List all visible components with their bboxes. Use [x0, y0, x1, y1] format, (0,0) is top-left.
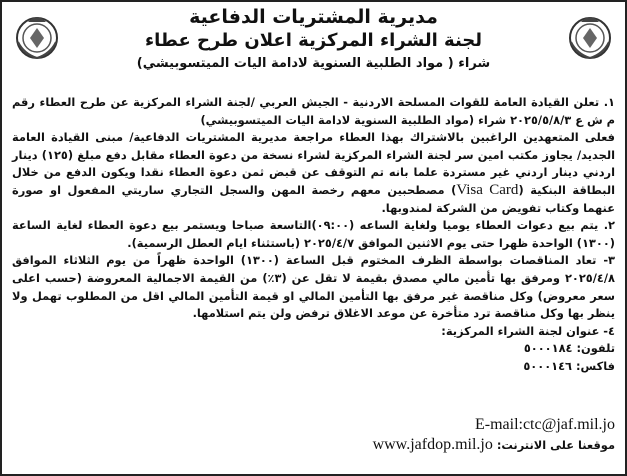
- paragraph-2-text-a: فعلى المتعهدين الراغبين بالاشتراك بهذا العطاء مراجعة مديرية المشتريات الدفاعية/ مبنى القيادة العامة الجديد/ يجاوز مكتب امين سر لجنة الشراء المركزية لشراء نسخة من دعوة العطاء مقابل دفع مبلغ (١٢٥) دينار اردني دينار اردني غير مستردة علما بانه تم التوقف عن قبض ثمن دعوة العطاء نقدا ويكون الدفع من خلال البطاقة البنكية (: [12, 130, 616, 197]
- jaf-emblem-icon: [12, 12, 62, 62]
- email-address[interactable]: E-mail:ctc@jaf.mil.jo: [474, 416, 615, 433]
- paragraph-2-text-b: ) مصطحبين معهم رخصة المهن والسجل التجاري ساريتي المفعول او صورة عنهما وكتاب تفويض من الشركة لمندوبها.: [12, 182, 615, 215]
- website-line: [12, 436, 615, 454]
- phone-number: تلفون: ٥٠٠٠١٨٤: [523, 341, 615, 356]
- directorate-title: مديرية المشتريات الدفاعية: [189, 6, 438, 28]
- website-url[interactable]: www.jafdop.mil.jo: [372, 436, 493, 453]
- committee-title: لجنة الشراء المركزية اعلان طرح عطاء: [144, 30, 483, 51]
- paragraph-3: ٢. يتم بيع دعوات العطاء يوميا ولغاية الساعه (٠٩:٠٠)التاسعة صباحا ويستمر بيع دعوة العطاء لغاية الساعة (١٣٠٠) الواحدة ظهرا حتى يوم الاثنين الموافق ٢٠٢٥/٤/٧ (باستثناء ايام العطل الرسمية).: [12, 218, 615, 250]
- email-line: [12, 416, 615, 434]
- fax-number: فاكس: ٥٠٠٠١٤٦: [523, 358, 615, 373]
- website-label: موقعنا على الانترنت:: [496, 438, 615, 452]
- paragraph-4: ٣- تعاد المناقصات بواسطة الظرف المختوم قبل الساعة (١٣٠٠) الواحدة ظهراً من يوم الثلاثاء الموافق ٢٠٢٥/٤/٨ ومرفق بها تأمين مالي مصدق بقيمة لا تقل عن (٣٪) من القيمة الاجمالية المعروضة (حسب اعلى سعر معروض) وكل مناقصة غير مرفق بها التأمين المالي او قيمة التأمين المالي اقل من المطلوب تهمل ولا ينظر بها وكل مناقصة ترد متأخرة عن موعد الاغلاق ترفض ولن يتم استلامها.: [12, 253, 615, 321]
- paragraph-1: ١. تعلن القيادة العامة للقوات المسلحة الاردنية - الجيش العربي /لجنة الشراء المركزية عن طرح العطاء رقم م ش ع ٢٠٢٥/٥/٨/٣ شراء (مواد الطلبية السنوية لادامة اليات الميتسوبيشي): [12, 95, 615, 127]
- tender-subtitle: شراء ( مواد الطلبية السنوية لادامة اليات الميتسوبيشي): [136, 56, 491, 71]
- announcement-body: [12, 94, 615, 376]
- visa-card-label: Visa Card: [456, 181, 519, 198]
- header: [72, 6, 555, 73]
- jaf-emblem-icon: [565, 12, 615, 62]
- address-title: ٤- عنوان لجنة الشراء المركزية:: [441, 323, 615, 338]
- paragraph-2: [12, 129, 615, 217]
